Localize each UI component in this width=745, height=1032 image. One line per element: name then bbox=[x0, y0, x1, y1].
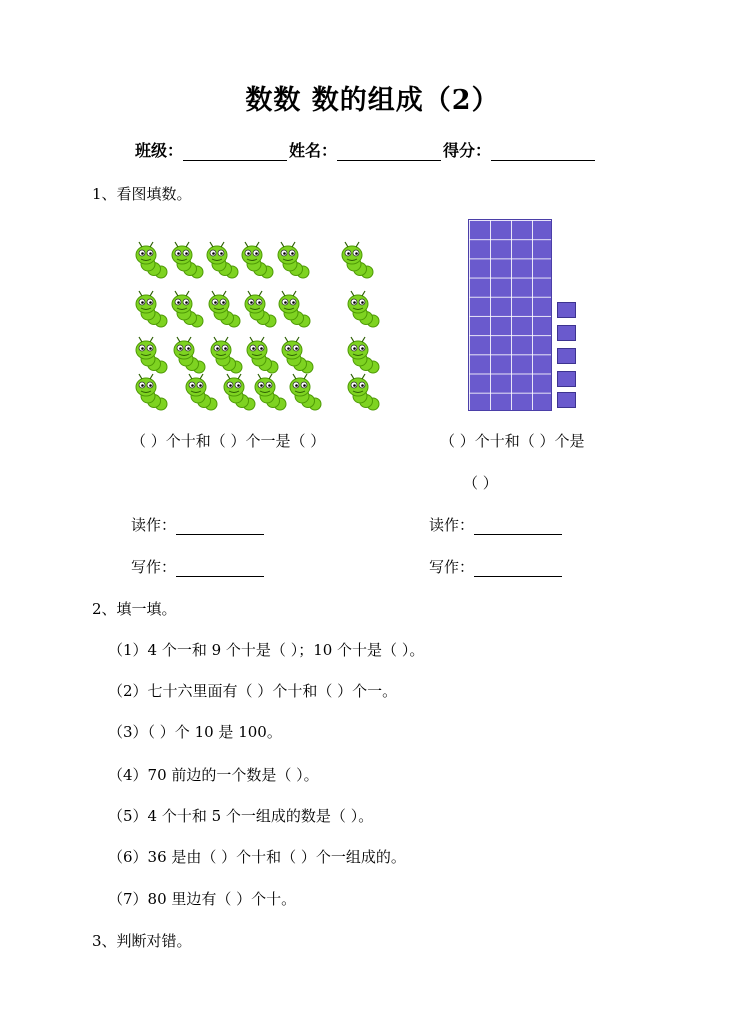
unit-block bbox=[557, 392, 576, 408]
question-item: （1）4 个一和 9 个十是（ ）；10 个十是（ ）。 bbox=[108, 641, 425, 659]
question-item: （6）36 是由（ ）个十和（ ）个一组成的。 bbox=[108, 848, 406, 866]
section-2-heading: 2、填一填。 bbox=[92, 600, 177, 618]
question-item: （2）七十六里面有（ ）个十和（ ）个一。 bbox=[108, 682, 398, 700]
caterpillar-icon bbox=[243, 290, 281, 330]
caterpillar-icon bbox=[172, 336, 210, 376]
question-item: （7）80 里边有（ ）个十。 bbox=[108, 890, 297, 908]
caterpillar-icon bbox=[346, 290, 384, 330]
class-label: 班级： bbox=[135, 141, 184, 160]
caterpillar-icon bbox=[288, 373, 326, 413]
class-blank[interactable] bbox=[183, 146, 287, 161]
page-title: 数数 数的组成（2） bbox=[245, 85, 500, 116]
write-label: 写作： bbox=[429, 558, 475, 576]
question-item: （4）70 前边的一个数是（ ）。 bbox=[108, 766, 319, 784]
caterpillar-icon bbox=[134, 290, 172, 330]
caterpillar-icon bbox=[276, 241, 314, 281]
right-read-row bbox=[429, 514, 562, 535]
question-item: （5）4 个十和 5 个一组成的数是（ ）。 bbox=[108, 807, 374, 825]
caterpillar-icon bbox=[253, 373, 291, 413]
caterpillar-icon bbox=[277, 290, 315, 330]
caterpillar-icon bbox=[346, 336, 384, 376]
caterpillar-icon bbox=[184, 373, 222, 413]
caterpillar-icon bbox=[134, 241, 172, 281]
right-write-row bbox=[429, 556, 562, 577]
read-blank[interactable] bbox=[176, 518, 264, 535]
right-question-a: （ ）个十和（ ）个是 bbox=[440, 432, 585, 450]
caterpillar-icon bbox=[170, 241, 208, 281]
unit-block bbox=[557, 348, 576, 364]
caterpillar-icon bbox=[170, 290, 208, 330]
read-blank[interactable] bbox=[474, 518, 562, 535]
unit-block bbox=[557, 325, 576, 341]
unit-block bbox=[557, 371, 576, 387]
caterpillar-icon bbox=[134, 336, 172, 376]
read-label: 读作： bbox=[131, 516, 177, 534]
left-question: （ ）个十和（ ）个一是（ ） bbox=[131, 432, 326, 450]
section-3-heading: 3、判断对错。 bbox=[92, 932, 192, 950]
student-info-row bbox=[135, 138, 597, 161]
left-write-row bbox=[131, 556, 264, 577]
caterpillar-icon bbox=[209, 336, 247, 376]
left-read-row bbox=[131, 514, 264, 535]
caterpillar-icon bbox=[207, 290, 245, 330]
write-label: 写作： bbox=[131, 558, 177, 576]
caterpillar-icon bbox=[280, 336, 318, 376]
score-blank[interactable] bbox=[491, 146, 595, 161]
score-label: 得分： bbox=[443, 141, 492, 160]
read-label: 读作： bbox=[429, 516, 475, 534]
right-question-b: （ ） bbox=[463, 474, 498, 492]
caterpillar-icon bbox=[340, 241, 378, 281]
question-item: （3）（ ）个 10 是 100。 bbox=[108, 723, 282, 741]
caterpillar-icon bbox=[245, 336, 283, 376]
caterpillar-icon bbox=[346, 373, 384, 413]
unit-block bbox=[557, 302, 576, 318]
caterpillar-icon bbox=[205, 241, 243, 281]
section-1-heading: 1、看图填数。 bbox=[92, 185, 192, 203]
name-blank[interactable] bbox=[337, 146, 441, 161]
ten-blocks-grid bbox=[468, 219, 552, 411]
caterpillar-icon bbox=[134, 373, 172, 413]
caterpillar-icon bbox=[240, 241, 278, 281]
write-blank[interactable] bbox=[474, 560, 562, 577]
write-blank[interactable] bbox=[176, 560, 264, 577]
name-label: 姓名： bbox=[289, 141, 338, 160]
